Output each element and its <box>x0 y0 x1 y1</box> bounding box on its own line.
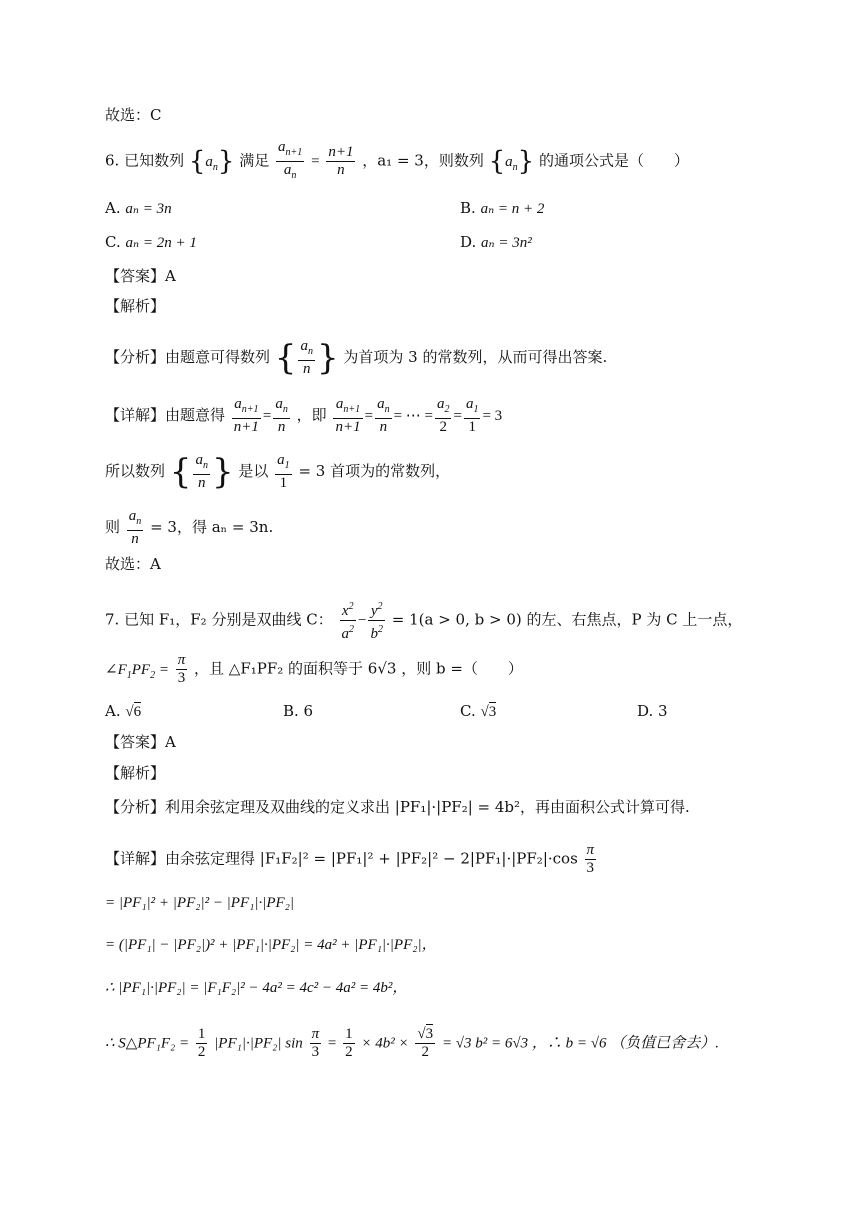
q7-text-3: ，且 △F₁PF₂ 的面积等于 6√3 ，则 b =（ ） <box>194 659 523 678</box>
equation-1 <box>105 891 294 914</box>
q6-a1: ，a₁ = 3，则数列 <box>362 151 484 170</box>
q6-option-c <box>105 231 197 254</box>
answer-6 <box>105 265 176 287</box>
eq-text-4: × 4b² × <box>361 1035 409 1052</box>
q7-text: 7. 已知 F₁，F₂ 分别是双曲线 C： <box>105 610 333 629</box>
eq-text: = |PF₁|² + |PF₂|² − |PF₁|·|PF₂| <box>105 895 295 911</box>
eq-text: = (|PF₁| − |PF₂|)² + |PF₁|·|PF₂| = 4a² + |PF₁|·|PF₂|， <box>105 937 437 953</box>
suoyi-text: 所以数列 <box>105 462 166 480</box>
option-label: B. 6 <box>283 702 314 720</box>
q6-number: 6. 已知数列 <box>105 151 185 170</box>
q7-option-d <box>637 700 668 722</box>
q7-option-b <box>283 700 313 722</box>
text-line <box>105 104 161 126</box>
fenxi-7 <box>105 796 690 818</box>
q6-fraction-right: $\frac{n+1}{n}$ <box>328 144 354 178</box>
option-label: C. <box>105 233 121 251</box>
option-label: A. <box>105 199 121 217</box>
suoyi-6: 所以数列 { $\frac{a_n}{n}$ } 是以 $\frac{a_1}{1}$ = 3 首项为的常数列， <box>105 452 451 492</box>
option-expr: aₙ = 3n <box>125 201 172 217</box>
choice-c-line: 故选：C <box>105 106 162 124</box>
q7-option-a: A. √6 <box>105 702 142 720</box>
fenxi-text-2: 为首项为 3 的常数列，从而可得出答案. <box>343 348 608 366</box>
eq-text-2: |PF₁|·|PF₂| sin <box>214 1035 303 1052</box>
q6-option-a <box>105 197 172 220</box>
q6-fraction: $\frac{a_{n+1}}{a_n}$ <box>278 139 303 181</box>
question-7-stem-2: $\angle F_1PF_2$ = $\frac{\pi}{3}$ ，且 △F₁PF₂ 的面积等于 6√3 ，则 b =（ ） <box>105 652 523 686</box>
option-label: B. <box>460 199 476 217</box>
option-label: C. <box>460 702 476 720</box>
xiangjie-7: 【详解】由余弦定理得 |F₁F₂|² = |PF₁|² + |PF₂|² − 2|PF₁|·|PF₂|·cos $\frac{\pi}{3}$ <box>105 842 595 876</box>
question-7-stem: 7. 已知 F₁，F₂ 分别是双曲线 C： $\frac{x^2}{a^2}$ − $\frac{y^2}{b^2}$ = 1(a > 0, b > 0) 的左、右焦点，P 为 C 上一点， <box>105 598 742 643</box>
equation-3 <box>105 976 407 999</box>
answer-label: 【答案】A <box>105 733 176 751</box>
analysis-label: 【解析】 <box>105 297 166 315</box>
option-expr: aₙ = 3n² <box>481 235 532 251</box>
xiangjie-6: 【详解】由题意得 $\frac{a_{n+1}}{n+1}$ = $\frac{a_n}{n}$ ，即 $\frac{a_{n+1}}{n+1}$ = $\frac{a_n}{n}$ = ⋯ = $\frac{a_2}{2}$ = $\frac{a_1}{1}$ = 3 <box>105 396 503 435</box>
ze-text: 则 <box>105 518 121 536</box>
eq-text-5: = √3 b² = 6√3 ，∴ b = √6 （负值已舍去）. <box>441 1035 719 1052</box>
xiangjie-text-2: ，即 <box>296 406 327 424</box>
option-label: A. <box>105 702 121 720</box>
eq-text: ∴ |PF₁|·|PF₂| = |F₁F₂|² − 4a² = 4c² − 4a² = 4b²， <box>105 980 408 996</box>
xiangjie-text: 【详解】由余弦定理得 |F₁F₂|² = |PF₁|² + |PF₂|² − 2|PF₁|·|PF₂|·cos <box>105 849 578 868</box>
q6-option-b <box>460 197 544 220</box>
analysis-7 <box>105 762 165 784</box>
q7-option-c: C. √3 <box>460 702 497 720</box>
q6-option-d <box>460 231 532 254</box>
option-expr: aₙ = n + 2 <box>480 201 545 217</box>
q6-tail: 的通项公式是（ ） <box>539 151 690 170</box>
fenxi-text: 【分析】利用余弦定理及双曲线的定义求出 |PF₁|·|PF₂| = 4b²，再由面积公式计算可得. <box>105 798 690 816</box>
ze-text-2: = 3，得 aₙ = 3n. <box>150 518 274 536</box>
answer-label: 【答案】A <box>105 267 176 285</box>
xiangjie-text: 【详解】由题意得 <box>105 406 226 424</box>
fenxi-text: 【分析】由题意可得数列 <box>105 348 271 366</box>
analysis-label: 【解析】 <box>105 764 166 782</box>
suoyi-text-2: 是以 <box>238 462 269 480</box>
option-expr: aₙ = 2n + 1 <box>125 235 197 251</box>
eq-text: ∴ S△PF₁F₂ = <box>105 1035 190 1052</box>
equation-4: ∴ S△PF₁F₂ = $\frac{1}{2}$ |PF₁|·|PF₂| sin $\frac{\pi}{3}$ = $\frac{1}{2}$ × 4b² × $\frac{√3}{2}$ = √3 b² = 6√3 ，∴ b = √6 （负值已舍去）. <box>105 1026 719 1060</box>
option-label: D. <box>460 233 477 251</box>
choice-a-line <box>105 553 161 575</box>
suoyi-text-3: = 3 首项为的常数列， <box>298 462 451 480</box>
fenxi-6: 【分析】由题意可得数列 { $\frac{a_n}{n}$ } 为首项为 3 的常数列，从而可得出答案. <box>105 338 608 378</box>
analysis-6 <box>105 295 165 317</box>
equation-2 <box>105 933 437 956</box>
answer-7 <box>105 731 176 753</box>
question-6-stem: 6. 已知数列 $\{a_n\}$ 满足 $\frac{a_{n+1}}{a_n}$ = $\frac{n+1}{n}$ ，a₁ = 3，则数列 $\{a_n\}$ 的通项公式是（ ） <box>105 139 689 184</box>
eq-text-3: = <box>327 1035 337 1052</box>
q7-text-2: = 1(a > 0, b > 0) 的左、右焦点，P 为 C 上一点， <box>391 610 743 629</box>
choice-text: 故选：A <box>105 555 161 573</box>
ze-6: 则 $\frac{a_n}{n}$ = 3，得 aₙ = 3n. <box>105 508 274 547</box>
q6-text: 满足 <box>239 151 270 170</box>
option-label: D. 3 <box>637 702 668 720</box>
